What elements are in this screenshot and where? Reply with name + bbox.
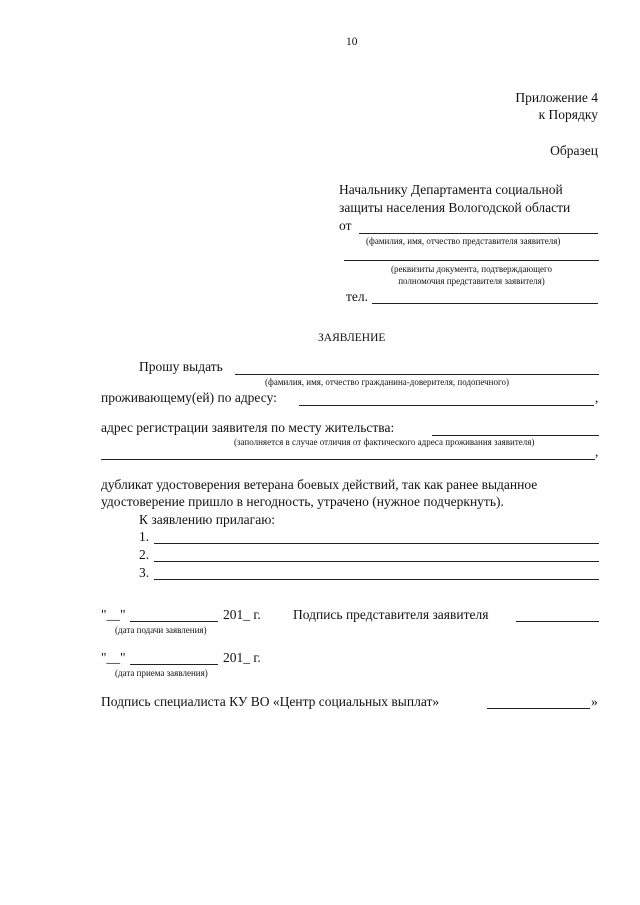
attach-label: К заявлению прилагаю: xyxy=(139,512,276,527)
submission-date-hint: (дата подачи заявления) xyxy=(115,625,207,635)
specialist-signature-field[interactable] xyxy=(487,708,590,709)
registration-address-field[interactable] xyxy=(432,435,599,436)
submission-date-year: 201_ г. xyxy=(223,607,261,622)
from-hint: (фамилия, имя, отчество представителя заявителя) xyxy=(366,236,561,246)
attachment-field-3[interactable] xyxy=(154,579,599,580)
applicant-signature-field[interactable] xyxy=(516,621,599,622)
addressee-line-2: защиты населения Вологодской области xyxy=(339,200,571,215)
attachment-field-1[interactable] xyxy=(154,543,599,544)
attachment-number-3: 3. xyxy=(139,565,150,580)
residing-comma: , xyxy=(595,390,599,405)
doc-hint-2: полномочия представителя заявителя) xyxy=(398,276,545,286)
request-name-field[interactable] xyxy=(235,374,599,375)
acceptance-date-hint: (дата приема заявления) xyxy=(115,668,208,678)
request-hint: (фамилия, имя, отчество гражданина-доверителя, подопечного) xyxy=(265,377,509,387)
registration-address-field-2[interactable] xyxy=(101,459,595,460)
registration-comma: , xyxy=(595,444,599,459)
registration-hint: (заполняется в случае отличия от фактического адреса проживания заявителя) xyxy=(234,437,535,447)
attachment-field-2[interactable] xyxy=(154,561,599,562)
from-label: от xyxy=(339,218,352,233)
doc-hint-1: (реквизиты документа, подтверждающего xyxy=(391,264,552,274)
residing-label: проживающему(ей) по адресу: xyxy=(101,390,277,405)
residing-address-field[interactable] xyxy=(299,405,594,406)
attachment-number-1: 1. xyxy=(139,529,150,544)
specialist-signature-label: Подпись специалиста КУ ВО «Центр социальных выплат» xyxy=(101,694,440,709)
document-title: ЗАЯВЛЕНИЕ xyxy=(318,332,386,344)
request-label: Прошу выдать xyxy=(139,359,223,374)
registration-label: адрес регистрации заявителя по месту жительства: xyxy=(101,420,395,435)
acceptance-date-day: "__" xyxy=(101,650,126,665)
page-number: 10 xyxy=(346,36,358,48)
acceptance-date-year: 201_ г. xyxy=(223,650,261,665)
order-label: к Порядку xyxy=(538,107,598,122)
submission-date-day: "__" xyxy=(101,607,126,622)
sample-label: Образец xyxy=(550,143,598,158)
phone-field[interactable] xyxy=(372,303,598,304)
from-field[interactable] xyxy=(359,233,598,234)
submission-date-field[interactable] xyxy=(130,621,218,622)
specialist-end-quote: » xyxy=(591,694,598,709)
appendix-label: Приложение 4 xyxy=(515,90,598,105)
phone-label: тел. xyxy=(346,289,369,304)
attachment-number-2: 2. xyxy=(139,547,150,562)
applicant-signature-label: Подпись представителя заявителя xyxy=(293,607,489,622)
paragraph-line-2: удостоверение пришло в негодность, утрачено (нужное подчеркнуть). xyxy=(101,494,504,509)
authority-document-field[interactable] xyxy=(344,260,599,261)
addressee-line-1: Начальнику Департамента социальной xyxy=(339,182,563,197)
acceptance-date-field[interactable] xyxy=(130,664,218,665)
paragraph-line-1: дубликат удостоверения ветерана боевых действий, так как ранее выданное xyxy=(101,477,538,492)
